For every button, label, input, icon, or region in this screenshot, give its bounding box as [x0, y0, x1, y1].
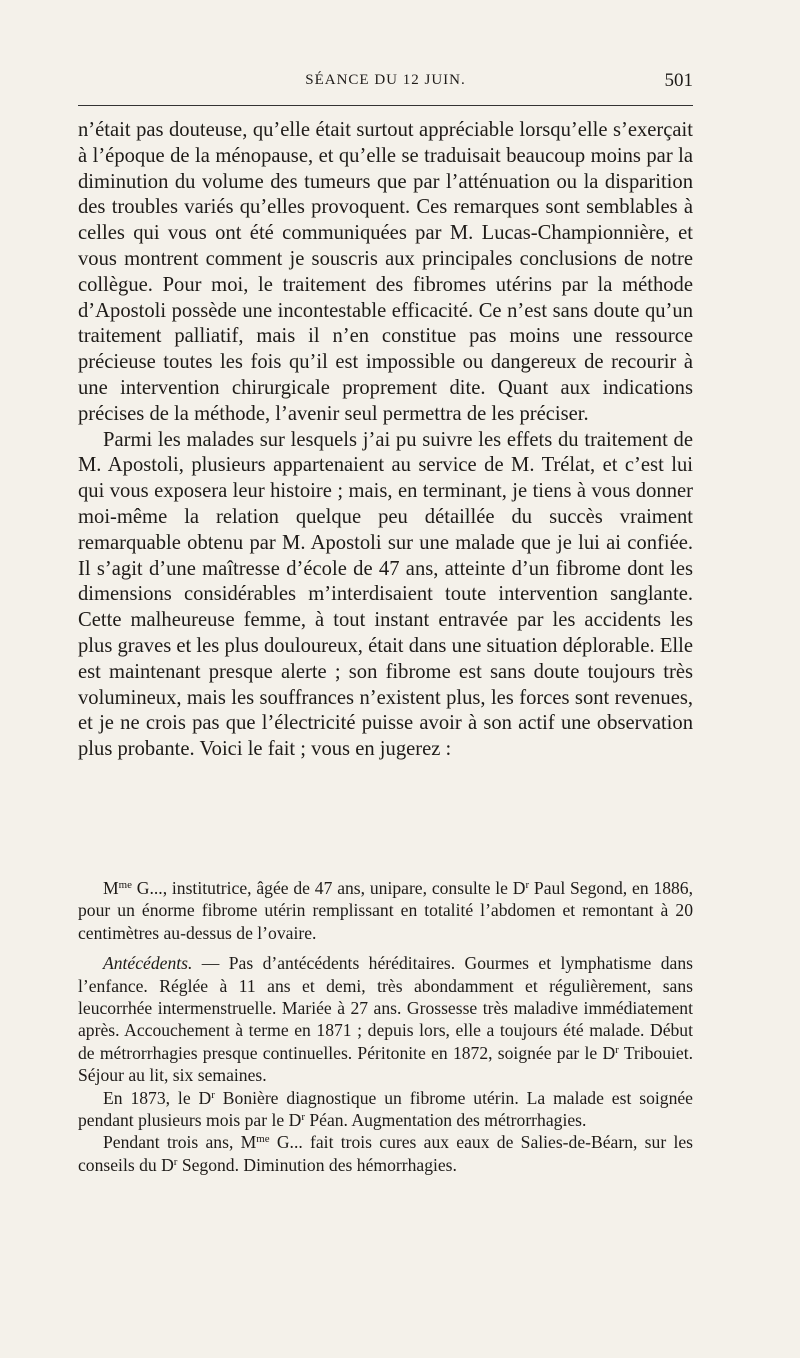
- observation-intro: [78, 877, 693, 944]
- observation-antecedents: [78, 952, 693, 1086]
- text: Segond. Diminution des hémorrhagies.: [177, 1154, 457, 1175]
- text: Paul Segond, en 1886, pour un énorme fibrome utérin remplissant en totalité l’abdomen et remontant à 20 centimètres au-dessus de l’ovaire.: [78, 878, 694, 943]
- text: G... fait trois cures aux eaux de Salies-de-Béarn, sur les conseils du D: [78, 1132, 693, 1175]
- superscript: r: [211, 1088, 215, 1101]
- running-head: SÉANCE DU 12 JUIN.: [305, 72, 466, 88]
- paragraph-continuation: n’était pas douteuse, qu’elle était surtout appréciable lorsqu’elle s’exerçait à l’époque de la ménopause, et qu’elle se traduisait beaucoup moins par la diminution du volume des tumeurs que par l’atténuation ou la disparition des troubles variés qu’elles provoquent. Ces remarques sont semblables à celles qui vous ont été communiquées par M. Lucas-Championnière, et vous montrent comment je souscris aux principales conclusions de notre collègue. Pour moi, le traitement des fibromes utérins par la méthode d’Apostoli possède une incontestable efficacité. Ce n’est sans doute qu’un traitement palliatif, mais il n’en constitue pas moins une ressource précieuse toutes les fois qu’il est impossible ou dangereux de recourir à une intervention chirurgicale proprement dite. Quant aux indications précises de la méthode, l’avenir seul permettra de les préciser.: [78, 119, 693, 425]
- observation-1873: [78, 1087, 693, 1132]
- header-rule: [78, 105, 693, 106]
- superscript: r: [173, 1155, 178, 1168]
- clinical-observation: [78, 877, 693, 1176]
- main-text: [78, 118, 693, 763]
- text: Tribouiet. Séjour au lit, six semaines.: [78, 1042, 693, 1086]
- page-header: [78, 70, 693, 96]
- abbr-madame: M: [103, 878, 119, 898]
- superscript: r: [615, 1043, 619, 1056]
- text: Péan. Augmentation des métrorrhagies.: [304, 1110, 587, 1131]
- text: En 1873, le D: [103, 1087, 212, 1108]
- text: Pendant trois ans, M: [103, 1132, 257, 1153]
- text: Bonière diagnostique un fibrome utérin. La malade est soignée pendant plusieurs mois par le D: [78, 1087, 693, 1131]
- section-heading: Antécédents.: [103, 953, 193, 974]
- text: — Pas d’antécédents héréditaires. Gourmes et lymphatisme dans l’enfance. Réglée à 11 ans et demi, très abondamment et régulièrement, sans leucorrhée intermenstruelle. Mariée à 27 ans. Grossesse très maladive immédiatement après. Accouchement à terme en 1871 ; depuis lors, elle a toujours été malade. Début de métrorrhagies presque continuelles. Péritonite en 1872, soignée par le D: [78, 953, 693, 1063]
- superscript: r: [301, 1111, 305, 1124]
- paragraph-apostoli-patients: Parmi les malades sur lesquels j’ai pu suivre les effets du traitement de M. Apostoli, plusieurs appartenaient au service de M. Trélat, et c’est lui qui vous exposera leur histoire ; mais, en terminant, je tiens à vous donner moi-même la relation quelque peu détaillée du succès vraiment remarquable obtenu par M. Apostoli sur une malade que je lui ai confiée. Il s’agit d’une maîtresse d’école de 47 ans, atteinte d’un fibrome dont les dimensions considérables m’interdisaient toute intervention sanglante. Cette malheureuse femme, à tout instant entravée par les accidents les plus graves et les plus douloureux, était dans une situation déplorable. Elle est maintenant presque alerte ; son fibrome est sans doute toujours très volumineux, mais les souffrances n’existent plus, les forces sont revenues, et je ne crois pas que l’électricité puisse avoir à son actif une observation plus probante. Voici le fait ; vous en jugerez :: [78, 428, 693, 761]
- observation-cures: [78, 1131, 693, 1176]
- superscript: me: [256, 1133, 270, 1146]
- text: G..., institutrice, âgée de 47 ans, unipare, consulte le D: [131, 878, 526, 898]
- page-number: 501: [664, 70, 693, 91]
- superscript: r: [525, 879, 530, 891]
- superscript: me: [118, 879, 132, 891]
